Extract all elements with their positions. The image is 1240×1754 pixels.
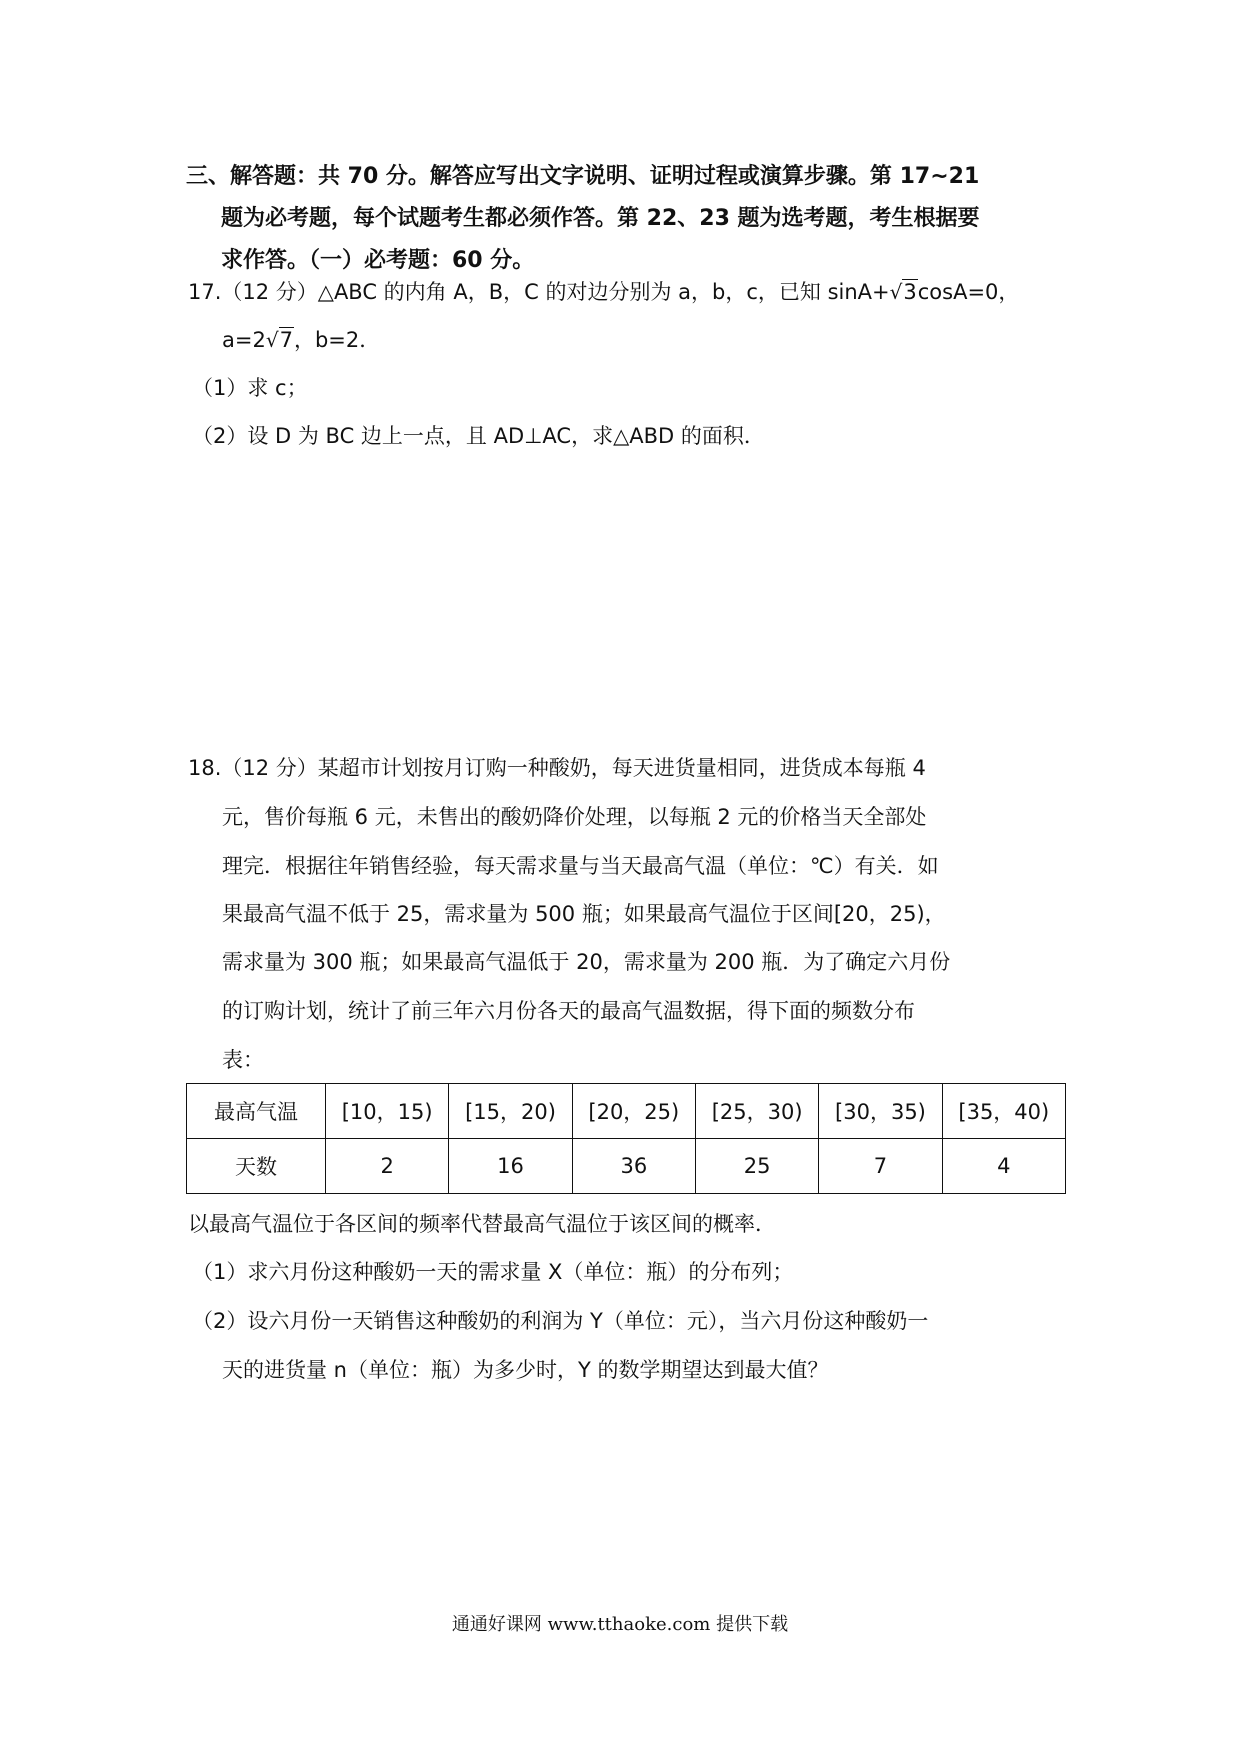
table-cell: [25，30) <box>695 1084 818 1139</box>
q18-part1: （1）求六月份这种酸奶一天的需求量 X（单位：瓶）的分布列； <box>192 1260 794 1284</box>
sqrt-radicand: 3 <box>903 280 917 304</box>
table-cell: [35，40) <box>942 1084 1065 1139</box>
q18-after-table: 以最高气温位于各区间的频率代替最高气温位于该区间的概率． <box>188 1212 776 1236</box>
table-cell: [10，15) <box>326 1084 449 1139</box>
q17-text: ，b=2． <box>293 328 381 352</box>
q17-text: 17.（12 分）△ABC 的内角 A，B，C 的对边分别为 a，b，c，已知 sinA+ <box>188 280 890 304</box>
table-cell: [15，20) <box>449 1084 572 1139</box>
q18-line: 理完．根据往年销售经验，每天需求量与当天最高气温（单位：℃）有关．如 <box>222 854 939 878</box>
section-heading-line: 题为必考题，每个试题考生都必须作答。第 22、23 题为选考题，考生根据要 <box>221 206 980 231</box>
q18-line: 的订购计划，统计了前三年六月份各天的最高气温数据，得下面的频数分布 <box>222 999 915 1023</box>
table-row <box>187 1139 1066 1194</box>
q17-line <box>188 276 1019 306</box>
table-cell: [30，35) <box>819 1084 942 1139</box>
q17-part2: （2）设 D 为 BC 边上一点，且 AD⊥AC，求△ABD 的面积． <box>192 424 765 448</box>
table-header-cell: 天数 <box>187 1139 326 1194</box>
q18-line: 18.（12 分）某超市计划按月订购一种酸奶，每天进货量相同，进货成本每瓶 4 <box>188 756 926 780</box>
table-row <box>187 1084 1066 1139</box>
q17-line <box>222 324 380 354</box>
table-header-cell: 最高气温 <box>187 1084 326 1139</box>
footer-text: 通通好课网 www.tthaoke.com 提供下载 <box>451 1614 789 1635</box>
q18-line: 需求量为 300 瓶；如果最高气温低于 20，需求量为 200 瓶．为了确定六月份 <box>222 950 951 974</box>
section-heading-line: 求作答。（一）必考题：60 分。 <box>221 248 535 273</box>
q18-part2-line: （2）设六月份一天销售这种酸奶的利润为 Y（单位：元），当六月份这种酸奶一 <box>192 1309 929 1333</box>
q18-line: 果最高气温不低于 25，需求量为 500 瓶；如果最高气温位于区间[20，25)， <box>222 902 946 926</box>
q18-line: 表： <box>222 1048 264 1072</box>
table-cell: 16 <box>449 1139 572 1194</box>
q17-text: a=2 <box>222 328 266 352</box>
section-heading <box>186 156 1066 282</box>
table-cell: 7 <box>819 1139 942 1194</box>
sqrt-symbol: √3 <box>889 280 917 304</box>
q17-text: cosA=0， <box>917 280 1020 304</box>
table-cell: [20，25) <box>572 1084 695 1139</box>
frequency-table <box>186 1083 1066 1194</box>
table-cell: 36 <box>572 1139 695 1194</box>
section-heading-line: 三、解答题：共 70 分。解答应写出文字说明、证明过程或演算步骤。第 17~21 <box>186 164 980 189</box>
table-cell: 4 <box>942 1139 1065 1194</box>
table-cell: 25 <box>695 1139 818 1194</box>
q17-part1: （1）求 c； <box>192 376 308 400</box>
q18-line: 元，售价每瓶 6 元，未售出的酸奶降价处理，以每瓶 2 元的价格当天全部处 <box>222 805 927 829</box>
q18-part2-line: 天的进货量 n（单位：瓶）为多少时，Y 的数学期望达到最大值？ <box>222 1358 829 1382</box>
sqrt-radicand: 7 <box>279 328 293 352</box>
sqrt-symbol: √7 <box>265 328 293 352</box>
table-cell: 2 <box>326 1139 449 1194</box>
